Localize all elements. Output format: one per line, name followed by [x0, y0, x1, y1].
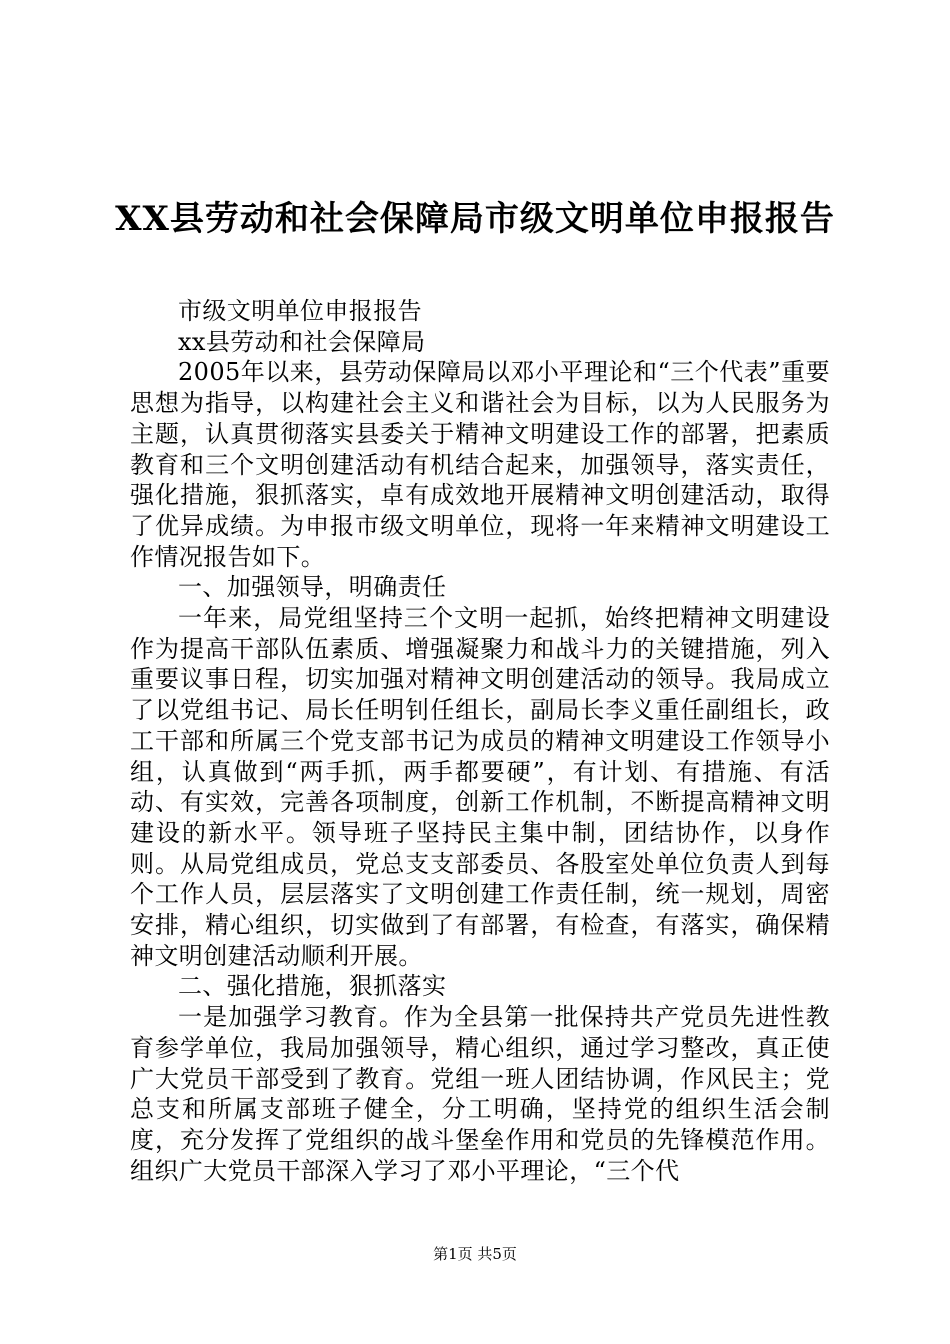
- section-2-paragraph: 一是加强学习教育。作为全县第一批保持共产党员先进性教育参学单位，我局加强领导，精心组织，通过学习整改，真正使广大党员干部受到了教育。党组一班人团结协调，作风民主；党总支和所属支部班子健全，分工明确，坚持党的组织生活会制度，充分发挥了党组织的战斗堡垒作用和党员的先锋模范作用。组织广大党员干部深入学习了邓小平理论，“三个代: [130, 1003, 830, 1185]
- intro-paragraph: 2005年以来，县劳动保障局以邓小平理论和“三个代表”重要思想为指导，以构建社会主义和谐社会为目标，以为人民服务为主题，认真贯彻落实县委关于精神文明建设工作的部署，把素质教育和三个文明创建活动有机结合起来，加强领导，落实责任，强化措施，狠抓落实，卓有成效地开展精神文明创建活动，取得了优异成绩。为申报市级文明单位，现将一年来精神文明建设工作情况报告如下。: [130, 358, 830, 571]
- page-number-footer: 第1页 共5页: [433, 1245, 517, 1263]
- organization-paragraph: xx县劳动和社会保障局: [178, 327, 426, 356]
- document-title: XX县劳动和社会保障局市级文明单位申报报告: [115, 198, 835, 239]
- section-1-paragraph: 一年来，局党组坚持三个文明一起抓，始终把精神文明建设作为提高干部队伍素质、增强凝聚力和战斗力的关键措施，列入重要议事日程，切实加强对精神文明创建活动的领导。我局成立了以党组书记、局长任明钊任组长，副局长李义重任副组长，政工干部和所属三个党支部书记为成员的精神文明建设工作领导小组，认真做到“两手抓，两手都要硬”，有计划、有措施、有活动、有实效，完善各项制度，创新工作机制，不断提高精神文明建设的新水平。领导班子坚持民主集中制，团结协作，以身作则。从局党组成员，党总支支部委员、各股室处单位负责人到每个工作人员，层层落实了文明创建工作责任制，统一规划，周密安排，精心组织，切实做到了有部署，有检查，有落实，确保精神文明创建活动顺利开展。: [130, 604, 830, 970]
- subtitle-paragraph: 市级文明单位申报报告: [178, 297, 422, 325]
- section-heading-1: 一、加强领导，明确责任: [178, 573, 447, 602]
- section-heading-2: 二、强化措施，狠抓落实: [178, 972, 447, 1001]
- document-body: [130, 296, 830, 1186]
